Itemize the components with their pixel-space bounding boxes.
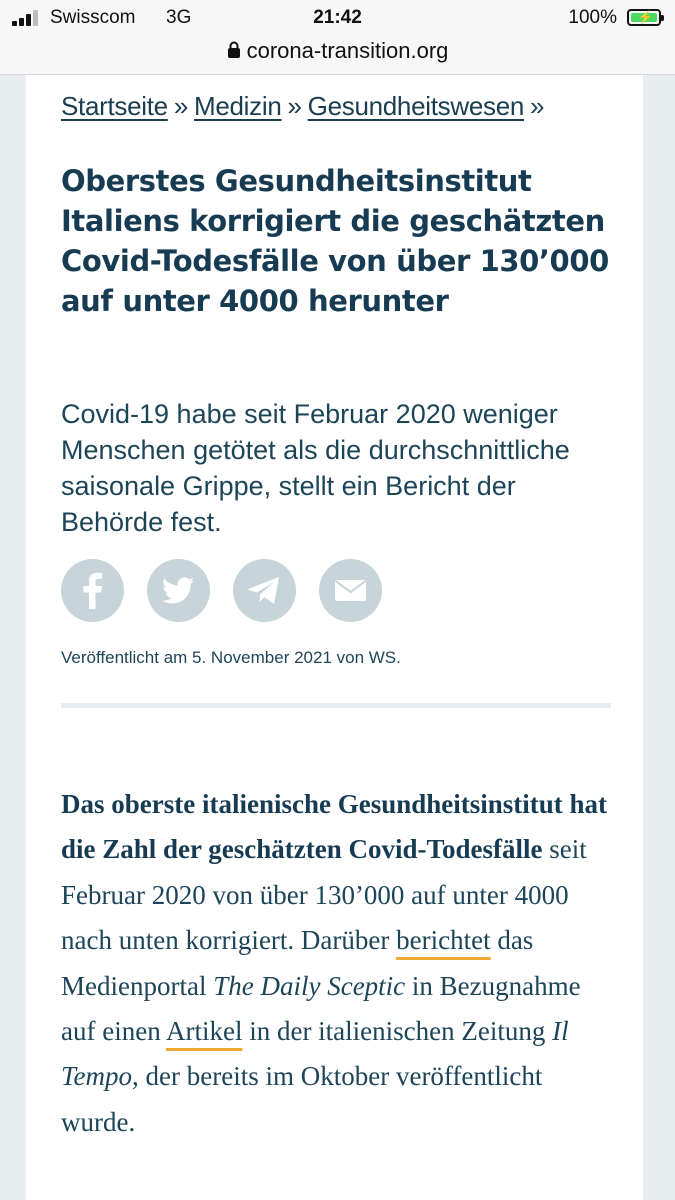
body-bold-intro: Das oberste italienische Gesundheitsinstitut hat die Zahl der geschätzten Covid-Todesfälle <box>61 789 608 865</box>
email-share-button[interactable] <box>319 559 382 622</box>
twitter-share-button[interactable] <box>147 559 210 622</box>
carrier-name: Swisscom <box>50 7 136 28</box>
body-text: in der italienischen Zeitung <box>242 1016 553 1047</box>
breadcrumb-gesundheitswesen[interactable]: Gesundheitswesen <box>307 91 525 121</box>
source-daily-sceptic: The Daily Sceptic <box>213 970 406 1001</box>
email-icon <box>319 559 382 622</box>
body-text: in Bezugnahme auf einen <box>61 970 581 1047</box>
twitter-icon <box>147 559 210 622</box>
article-lead: Covid-19 habe seit Februar 2020 weniger Menschen getötet als die durchschnittliche saisonale Grippe, stellt ein Bericht der Behörde fest. <box>61 399 570 537</box>
breadcrumb-separator: » <box>287 91 302 121</box>
breadcrumb-separator: » <box>530 91 545 121</box>
article-body <box>61 782 621 1145</box>
body-text: seit Februar 2020 von über 130’000 auf unter 4000 nach unten korrigiert. Darüber <box>61 834 587 956</box>
article-title: Oberstes Gesundheitsinstitut Italiens korrigiert die geschätzten Covid-Todesfälle von über 130’000 auf unter 4000 herunter <box>61 164 609 318</box>
status-bar <box>0 0 675 36</box>
battery-percent: 100% <box>568 7 617 28</box>
facebook-icon <box>61 559 124 622</box>
lock-icon <box>227 39 241 65</box>
article-container <box>26 75 643 1200</box>
charging-bolt-icon: ⚡ <box>638 10 653 24</box>
url-domain: corona-transition.org <box>246 38 449 63</box>
network-type: 3G <box>166 7 192 28</box>
breadcrumb-home[interactable]: Startseite <box>61 91 168 121</box>
divider <box>61 703 611 708</box>
breadcrumb-separator: » <box>173 91 188 121</box>
page-frame-left <box>0 75 26 1200</box>
telegram-share-button[interactable] <box>233 559 296 622</box>
body-text: , der bereits im Oktober veröffentlicht wurde. <box>61 1061 543 1137</box>
breadcrumb-medizin[interactable]: Medizin <box>194 91 282 121</box>
facebook-share-button[interactable] <box>61 559 124 622</box>
link-artikel[interactable]: Artikel <box>165 1016 243 1047</box>
telegram-icon <box>233 559 296 622</box>
breadcrumb <box>61 91 550 122</box>
page-frame-right <box>643 75 675 1200</box>
clock: 21:42 <box>313 7 362 28</box>
source-il-tempo: Il Tempo <box>61 1016 569 1092</box>
body-text: das Medienportal <box>61 925 534 1001</box>
battery-icon <box>627 9 661 26</box>
address-bar[interactable] <box>0 36 675 75</box>
link-berichtet[interactable]: berichtet <box>396 925 491 956</box>
publish-info: Veröffentlicht am 5. November 2021 von WS. <box>61 648 401 667</box>
